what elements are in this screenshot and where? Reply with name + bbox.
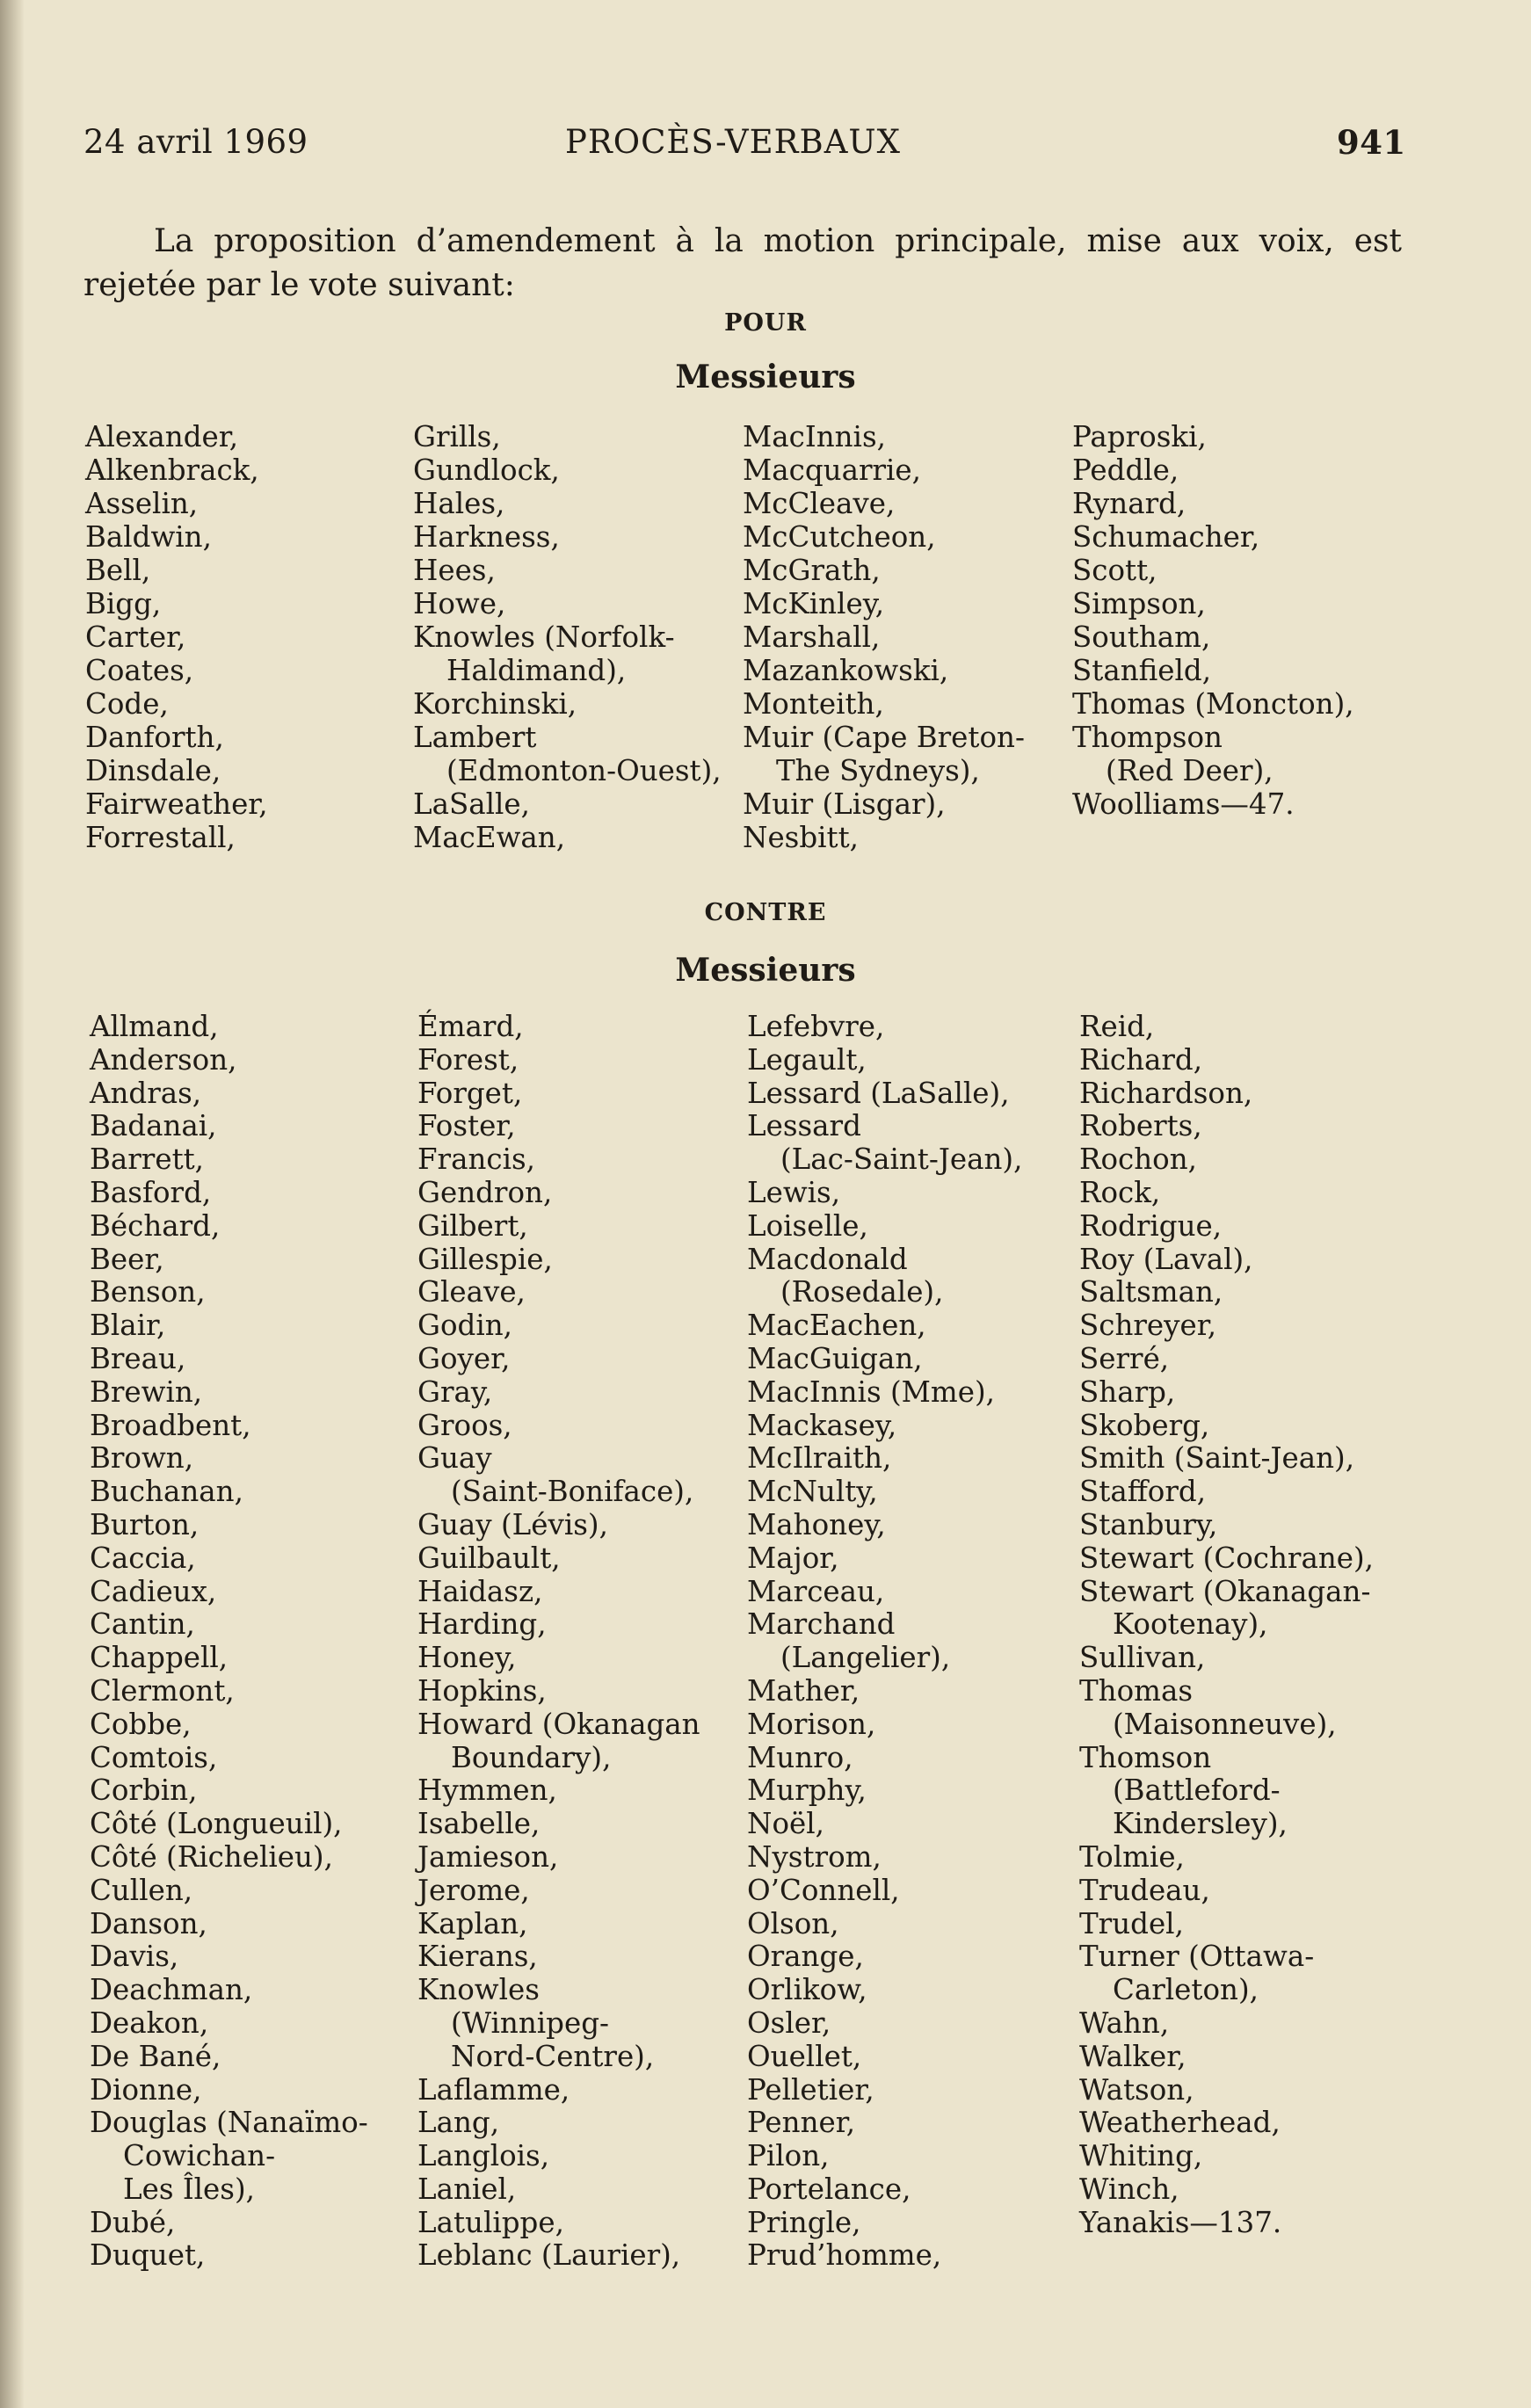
member-name: Skoberg, — [1079, 1408, 1210, 1442]
member-name: Caccia, — [90, 1541, 196, 1575]
contre-column-4 — [1079, 1011, 1413, 2239]
member-name: Schreyer, — [1079, 1309, 1217, 1343]
member-name: (Lac-Saint-Jean), — [780, 1142, 1023, 1177]
pour-column-1 — [85, 420, 419, 854]
member-name: Kootenay), — [1113, 1607, 1268, 1642]
member-name: Honey, — [417, 1641, 517, 1675]
header-title: PROCÈS-VERBAUX — [565, 123, 901, 161]
member-name: Gillespie, — [417, 1242, 553, 1276]
member-name: Walker, — [1079, 2039, 1186, 2073]
member-name: Morison, — [747, 1707, 876, 1741]
member-name: Bell, — [85, 554, 151, 587]
member-name: Murphy, — [747, 1773, 867, 1808]
member-name: Watson, — [1079, 2072, 1194, 2107]
member-name: Beer, — [90, 1242, 164, 1276]
contre-column-1 — [90, 1011, 424, 2273]
member-name: (Edmonton-Ouest), — [446, 754, 722, 787]
member-name: Korchinski, — [413, 687, 577, 721]
member-name: Brewin, — [90, 1374, 203, 1409]
member-name: Howard (Okanagan — [417, 1707, 700, 1741]
member-name: Howe, — [413, 587, 506, 620]
contre-column-3 — [747, 1011, 1081, 2273]
member-name: Andras, — [90, 1076, 202, 1110]
member-name: Kierans, — [417, 1940, 538, 1974]
member-name: Ouellet, — [747, 2039, 862, 2073]
member-name: Mahoney, — [747, 1507, 886, 1541]
member-name: Sullivan, — [1079, 1641, 1206, 1675]
member-name: Rock, — [1079, 1175, 1161, 1209]
pour-column-3 — [743, 420, 1077, 854]
member-name: Marchand — [747, 1607, 896, 1642]
member-name: Knowles — [417, 1973, 540, 2007]
member-name: Deachman, — [90, 1973, 253, 2007]
member-name: Gundlock, — [413, 453, 560, 487]
member-name: De Bané, — [90, 2039, 221, 2073]
member-name: Fairweather, — [85, 787, 268, 821]
member-name: Baldwin, — [85, 520, 212, 554]
member-name: (Battleford- — [1113, 1773, 1281, 1808]
member-name: Haidasz, — [417, 1574, 543, 1608]
member-name: Stanbury, — [1079, 1507, 1218, 1541]
member-name: Forget, — [417, 1076, 523, 1110]
member-name: Hees, — [413, 554, 496, 587]
member-name: Haldimand), — [446, 654, 627, 687]
member-name: Guilbault, — [417, 1541, 561, 1575]
member-name: Bigg, — [85, 587, 162, 620]
member-name: MacEachen, — [747, 1309, 926, 1343]
member-name: Dionne, — [90, 2072, 202, 2107]
contre-heading: CONTRE — [704, 899, 827, 926]
member-name: Jerome, — [417, 1873, 530, 1907]
member-name: Asselin, — [85, 487, 199, 520]
pour-heading: POUR — [724, 309, 807, 337]
member-name: Marshall, — [743, 620, 881, 654]
member-name: Godin, — [417, 1309, 512, 1343]
member-name: Gray, — [417, 1374, 493, 1409]
member-name: Reid, — [1079, 1010, 1155, 1043]
member-name: Chappell, — [90, 1641, 229, 1675]
member-name: Duquet, — [90, 2238, 206, 2273]
member-name: Olson, — [747, 1906, 839, 1940]
member-name: Côté (Richelieu), — [90, 1839, 333, 1874]
member-name: Nesbitt, — [743, 821, 859, 854]
member-name: Foster, — [417, 1109, 516, 1143]
member-name: Anderson, — [90, 1042, 237, 1077]
member-name: Roy (Laval), — [1079, 1242, 1253, 1276]
member-name: Orange, — [747, 1940, 864, 1974]
member-name: Basford, — [90, 1175, 212, 1209]
member-name: Barrett, — [90, 1142, 205, 1177]
member-name: Carleton), — [1113, 1973, 1259, 2007]
member-name: Leblanc (Laurier), — [417, 2238, 681, 2273]
member-name: Lefebvre, — [747, 1010, 885, 1043]
member-name: Douglas (Nanaïmo- — [90, 2106, 368, 2140]
intro-line-1: La proposition d’amendement à la motion principale, mise aux voix, est — [154, 223, 1402, 259]
member-name: (Maisonneuve), — [1113, 1707, 1337, 1741]
member-name: Hales, — [413, 487, 505, 520]
member-name: Sharp, — [1079, 1374, 1176, 1409]
member-name: Marceau, — [747, 1574, 885, 1608]
member-name: Muir (Lisgar), — [743, 787, 946, 821]
contre-column-2 — [417, 1011, 751, 2273]
member-name: Gilbert, — [417, 1208, 528, 1243]
member-name: Stanfield, — [1072, 654, 1212, 687]
member-name: Gleave, — [417, 1275, 526, 1309]
member-name: Lewis, — [747, 1175, 841, 1209]
member-name: Loiselle, — [747, 1208, 868, 1243]
member-name: Thompson — [1072, 721, 1223, 754]
member-name: Muir (Cape Breton- — [743, 721, 1025, 754]
member-name: Scott, — [1072, 554, 1157, 587]
member-name: Émard, — [417, 1010, 524, 1043]
member-name: Isabelle, — [417, 1807, 541, 1841]
intro-paragraph — [83, 220, 1402, 308]
member-name: Weatherhead, — [1079, 2106, 1281, 2140]
member-name: Trudeau, — [1079, 1873, 1210, 1907]
member-name: Carter, — [85, 620, 186, 654]
member-name: Allmand, — [90, 1010, 219, 1043]
member-name: (Winnipeg- — [451, 2005, 609, 2040]
member-name: Clermont, — [90, 1673, 235, 1708]
member-name: Orlikow, — [747, 1973, 867, 2007]
member-name: Major, — [747, 1541, 839, 1575]
member-name: Buchanan, — [90, 1475, 243, 1509]
member-name: Peddle, — [1072, 453, 1179, 487]
member-name: Jamieson, — [417, 1839, 559, 1874]
member-name: Danforth, — [85, 721, 224, 754]
member-name: Côté (Longueuil), — [90, 1807, 343, 1841]
member-name: Pelletier, — [747, 2072, 874, 2107]
member-name: Dubé, — [90, 2205, 176, 2239]
member-name: Dinsdale, — [85, 754, 221, 787]
member-name: McCutcheon, — [743, 520, 936, 554]
member-name: Southam, — [1072, 620, 1211, 654]
member-name: Broadbent, — [90, 1408, 251, 1442]
member-name: Munro, — [747, 1740, 853, 1774]
member-name: Legault, — [747, 1042, 867, 1077]
member-name: Smith (Saint-Jean), — [1079, 1441, 1355, 1476]
member-name: McKinley, — [743, 587, 885, 620]
member-name: Saltsman, — [1079, 1275, 1223, 1309]
member-name: Tolmie, — [1079, 1839, 1185, 1874]
member-name: Noël, — [747, 1807, 824, 1841]
member-name: Benson, — [90, 1275, 206, 1309]
member-name: Corbin, — [90, 1773, 198, 1808]
member-name: Hymmen, — [417, 1773, 557, 1808]
member-name: Winch, — [1079, 2172, 1179, 2206]
member-name: Guay (Lévis), — [417, 1507, 608, 1541]
member-name: Grills, — [413, 420, 501, 453]
member-name: (Saint-Boniface), — [451, 1475, 694, 1509]
member-name: Deakon, — [90, 2005, 209, 2040]
member-name: Serré, — [1079, 1341, 1170, 1375]
member-name: Les Îles), — [123, 2172, 255, 2206]
member-name: Blair, — [90, 1309, 166, 1343]
page-number: 941 — [1337, 123, 1406, 162]
member-name: Macquarrie, — [743, 453, 921, 487]
member-name: (Red Deer), — [1106, 754, 1273, 787]
member-name: Lambert — [413, 721, 537, 754]
member-name: Turner (Ottawa- — [1079, 1940, 1315, 1974]
member-name: Monteith, — [743, 687, 884, 721]
pour-subheading: Messieurs — [675, 359, 856, 395]
member-name: Cadieux, — [90, 1574, 217, 1608]
member-name: Breau, — [90, 1341, 186, 1375]
contre-subheading: Messieurs — [675, 952, 856, 989]
member-name: Harding, — [417, 1607, 547, 1642]
member-name: McIlraith, — [747, 1441, 892, 1476]
member-name: Wahn, — [1079, 2005, 1170, 2040]
member-name: The Sydneys), — [776, 754, 980, 787]
member-name: Langlois, — [417, 2139, 550, 2173]
member-name: Schumacher, — [1072, 520, 1260, 554]
member-name: Lessard (LaSalle), — [747, 1076, 1010, 1110]
member-name: Trudel, — [1079, 1906, 1184, 1940]
member-name: (Langelier), — [780, 1641, 951, 1675]
member-name: Rochon, — [1079, 1142, 1197, 1177]
member-name: Forest, — [417, 1042, 519, 1077]
member-name: MacGuigan, — [747, 1341, 923, 1375]
member-name: Osler, — [747, 2005, 831, 2040]
member-name: Badanai, — [90, 1109, 217, 1143]
member-name: Nystrom, — [747, 1839, 882, 1874]
header-date: 24 avril 1969 — [83, 123, 308, 161]
member-name: Burton, — [90, 1507, 200, 1541]
member-name: Rynard, — [1072, 487, 1186, 520]
member-name: Laniel, — [417, 2172, 517, 2206]
member-name: McNulty, — [747, 1475, 878, 1509]
member-name: Richardson, — [1079, 1076, 1253, 1110]
member-name: MacInnis (Mme), — [747, 1374, 995, 1409]
member-name: McGrath, — [743, 554, 881, 587]
member-name: Thomas — [1079, 1673, 1194, 1708]
member-name: Davis, — [90, 1940, 179, 1974]
member-name: McCleave, — [743, 487, 896, 520]
member-name: Mather, — [747, 1673, 860, 1708]
member-name: Woolliams—47. — [1072, 787, 1295, 821]
intro-line-2: rejetée par le vote suivant: — [83, 267, 515, 303]
member-name: Simpson, — [1072, 587, 1206, 620]
member-name: Prud’homme, — [747, 2238, 942, 2273]
member-name: Hopkins, — [417, 1673, 547, 1708]
member-name: Thomson — [1079, 1740, 1212, 1774]
member-name: Paproski, — [1072, 420, 1207, 453]
member-name: Macdonald — [747, 1242, 908, 1276]
member-name: Lang, — [417, 2106, 500, 2140]
member-name: Goyer, — [417, 1341, 511, 1375]
member-name: Comtois, — [90, 1740, 218, 1774]
member-name: Richard, — [1079, 1042, 1203, 1077]
member-name: Laflamme, — [417, 2072, 570, 2107]
member-name: Guay — [417, 1441, 492, 1476]
member-name: Rodrigue, — [1079, 1208, 1223, 1243]
member-name: Stafford, — [1079, 1475, 1207, 1509]
member-name: Alexander, — [85, 420, 239, 453]
member-name: Harkness, — [413, 520, 560, 554]
member-name: Stewart (Okanagan- — [1079, 1574, 1371, 1608]
member-name: Groos, — [417, 1408, 512, 1442]
member-name: Gendron, — [417, 1175, 553, 1209]
member-name: Stewart (Cochrane), — [1079, 1541, 1375, 1575]
member-name: Béchard, — [90, 1208, 221, 1243]
member-name: Thomas (Moncton), — [1072, 687, 1354, 721]
member-name: Mazankowski, — [743, 654, 949, 687]
member-name: Alkenbrack, — [85, 453, 259, 487]
member-name: Mackasey, — [747, 1408, 897, 1442]
member-name: Knowles (Norfolk- — [413, 620, 675, 654]
member-name: Nord-Centre), — [451, 2039, 655, 2073]
member-name: Lessard — [747, 1109, 861, 1143]
pour-column-4 — [1072, 420, 1406, 821]
member-name: Cobbe, — [90, 1707, 192, 1741]
pour-column-2 — [413, 420, 747, 854]
member-name: Latulippe, — [417, 2205, 564, 2239]
member-name: Kaplan, — [417, 1906, 528, 1940]
member-name: Danson, — [90, 1906, 207, 1940]
member-name: Pilon, — [747, 2139, 830, 2173]
member-name: Penner, — [747, 2106, 856, 2140]
member-name: MacInnis, — [743, 420, 886, 453]
member-name: Kindersley), — [1113, 1807, 1288, 1841]
member-name: Portelance, — [747, 2172, 911, 2206]
member-name: Roberts, — [1079, 1109, 1202, 1143]
member-name: Boundary), — [451, 1740, 612, 1774]
member-name: Yanakis—137. — [1079, 2205, 1282, 2239]
member-name: O’Connell, — [747, 1873, 900, 1907]
member-name: Francis, — [417, 1142, 535, 1177]
member-name: LaSalle, — [413, 787, 530, 821]
member-name: MacEwan, — [413, 821, 566, 854]
member-name: Forrestall, — [85, 821, 236, 854]
member-name: Cullen, — [90, 1873, 193, 1907]
member-name: Pringle, — [747, 2205, 861, 2239]
member-name: Code, — [85, 687, 169, 721]
member-name: Brown, — [90, 1441, 194, 1476]
member-name: (Rosedale), — [780, 1275, 944, 1309]
member-name: Whiting, — [1079, 2139, 1203, 2173]
member-name: Coates, — [85, 654, 194, 687]
member-name: Cantin, — [90, 1607, 195, 1642]
member-name: Cowichan- — [123, 2139, 276, 2173]
